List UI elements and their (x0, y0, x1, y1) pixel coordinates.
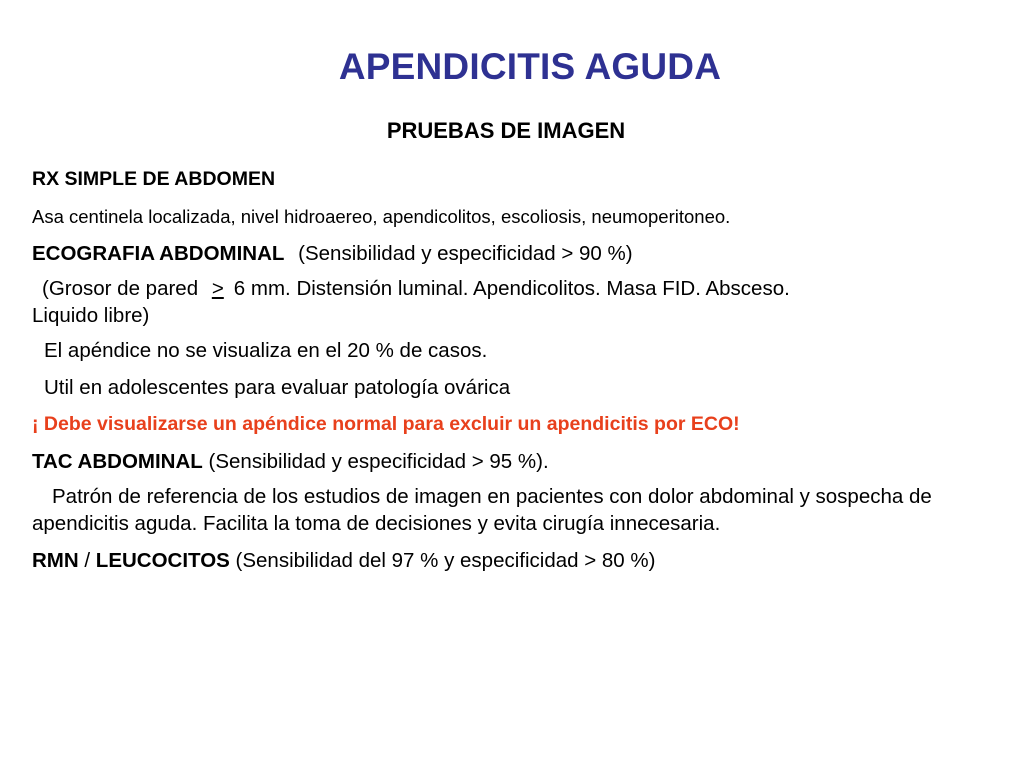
rmn-line (32, 547, 1007, 574)
eco-util: Util en adolescentes para evaluar patología ovárica (44, 376, 511, 399)
eco-no-visual: El apéndice no se visualiza en el 20 % de casos. (44, 339, 488, 362)
rx-text: Asa centinela localizada, nivel hidroaereo, apendicolitos, escoliosis, neumoperitoneo. (32, 206, 731, 227)
rmn-sens: (Sensibilidad del 97 % y especificidad > 80 %) (235, 549, 656, 572)
rmn-sep: / (84, 549, 91, 572)
eco-grosor-a: (Grosor de pared (42, 277, 199, 300)
tac-sens: (Sensibilidad y especificidad > 95 %). (208, 450, 549, 473)
eco-grosor (32, 275, 1007, 302)
slide-title: APENDICITIS AGUDA (338, 46, 722, 87)
eco-grosor-symbol: > (211, 277, 224, 300)
rmn-heading: RMN (32, 549, 79, 572)
slide-content (32, 166, 1007, 574)
eco-grosor-b: 6 mm. Distensión luminal. Apendicolitos. Masa FID. Absceso. (233, 277, 790, 300)
slide-subtitle: PRUEBAS DE IMAGEN (386, 118, 626, 143)
leucocitos-heading: LEUCOCITOS (95, 549, 230, 572)
eco-line (32, 240, 1007, 267)
eco-sens: (Sensibilidad y especificidad > 90 %) (298, 242, 633, 265)
tac-heading: TAC ABDOMINAL (32, 450, 203, 473)
rx-heading: RX SIMPLE DE ABDOMEN (32, 168, 276, 190)
eco-warning: ¡ Debe visualizarse un apéndice normal para excluir un apendicitis por ECO! (32, 413, 740, 435)
tac-line (32, 448, 1007, 475)
tac-patron: Patrón de referencia de los estudios de imagen en pacientes con dolor abdominal y sospecha de apendicitis aguda. Facilita la toma de decisiones y evita cirugía innecesaria. (32, 485, 932, 535)
eco-grosor-c: Liquido libre) (32, 304, 150, 327)
eco-heading: ECOGRAFIA ABDOMINAL (32, 242, 285, 265)
